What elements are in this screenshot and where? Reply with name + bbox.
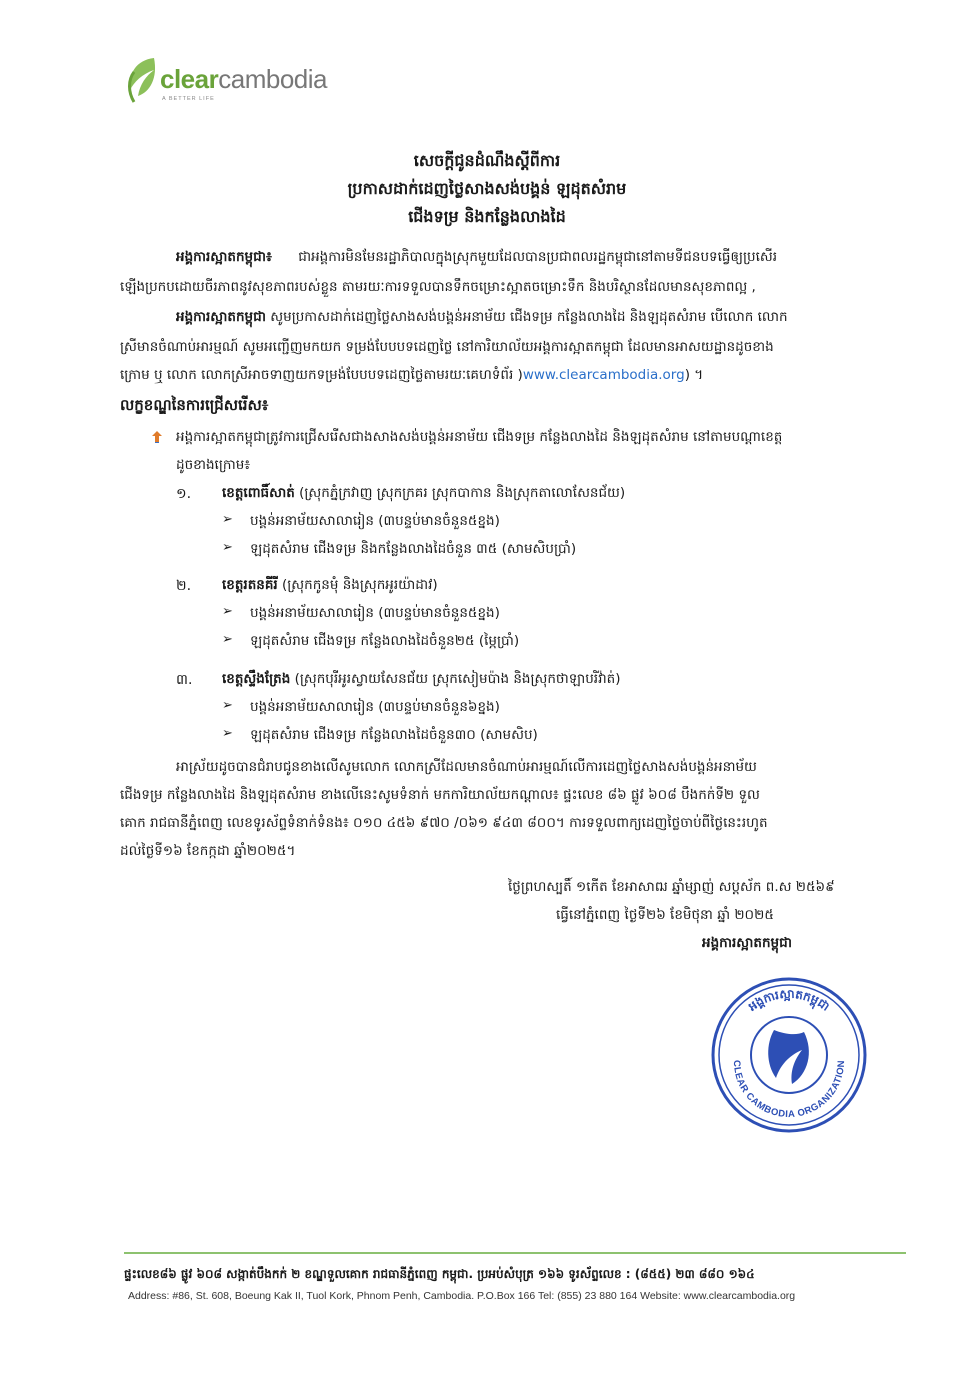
announce-text-3-end: ) ។ — [684, 367, 704, 383]
place-date: ធ្វើនៅភ្នំពេញ ថ្ងៃទី២៦ ខែមិថុនា ឆ្នាំ ២០២៥ — [556, 907, 774, 923]
footer-address-khmer: ផ្ទះលេខ៨៦ ផ្លូវ ៦០៨ សង្កាត់បឹងកក់ ២ ខណ្ឌទួលគោក រាជធានីភ្នំពេញ កម្ពុជា. ប្រអប់សំបុត្រ ១៦៦ ទូរស័ព្ទលេខ : (៨៥៥) ២៣ ៨៨០ ១៦៤ — [124, 1267, 755, 1281]
logo-wordmark: clearcambodia — [160, 64, 327, 94]
criteria-bullet-line-2: ដូចខាងក្រោម៖ — [176, 457, 251, 473]
announce-line-2: ស្រីមានចំណាប់អារម្មណ៍ សូមអញ្ជើញមកយក ទម្រង់បែបបទដេញថ្លៃ នៅការិយាល័យអង្គការស្អាតកម្ពុជា ដែលមានអាសយដ្ឋានដូចខាង — [120, 339, 774, 355]
province-item: ឡដុតសំរាម ជើងទម្រ កន្លែងលាងដៃចំនួន២៥ (ម្ភៃប្រាំ) — [250, 633, 520, 649]
arrow-right-icon: ➢ — [222, 512, 233, 527]
svg-text:CLEAR CAMBODIA ORGANIZATION: CLEAR CAMBODIA ORGANIZATION — [730, 1059, 848, 1121]
province-number: ៣. — [176, 672, 193, 688]
province-item: ឡដុតសំរាម ជើងទម្រ កន្លែងលាងដៃចំនួន៣០ (សាមសិប) — [250, 727, 538, 743]
province-title — [222, 576, 438, 596]
intro-text-1: ជាអង្គការមិនមែនរដ្ឋាភិបាលក្នុងស្រុកមួយដែលបានប្រជាពលរដ្ឋកម្ពុជានៅតាមទីជនបទធ្វើឲ្យប្រសើរ — [298, 249, 778, 265]
closing-line-1: អាស្រ័យដូចបានជំរាបជូនខាងលើសូមលោក លោកស្រីដែលមានចំណាប់អារម្មណ៍លើការដេញថ្លៃសាងសង់បង្គន់អនាម័យ — [176, 759, 757, 775]
closing-line-2: ជើងទម្រ កន្លែងលាងដៃ និងឡដុតសំរាម ខាងលើនេះសូមទំនាក់ មកការិយាល័យកណ្តាល៖ ផ្ទះលេខ ៨៦ ផ្លូវ ៦០៨ បឹងកក់ទី២ ទួល — [120, 787, 760, 803]
leaf-logo-icon — [124, 52, 164, 108]
signature-org: អង្គការស្អាតកម្ពុជា — [702, 935, 792, 951]
province-title — [222, 670, 621, 690]
arrow-right-icon: ➢ — [222, 540, 233, 555]
province-districts: (ស្រុកភ្នំក្រវាញ ស្រុកក្រគរ ស្រុកបាកាន និងស្រុកតាលោសែនជ័យ) — [299, 485, 626, 501]
footer-divider — [124, 1252, 906, 1254]
intro-line-1 — [176, 248, 777, 268]
svg-text:អង្គការស្អាតកម្ពុជា: អង្គការស្អាតកម្ពុជា — [745, 986, 833, 1014]
province-name: ខេត្តរតនគីរី — [222, 577, 278, 593]
closing-line-4: ដល់ថ្ងៃទី១៦ ខែកក្កដា ឆ្នាំ២០២៥។ — [120, 843, 296, 859]
organization-stamp — [708, 974, 870, 1136]
province-number: ១. — [176, 486, 192, 502]
title-line-2: ប្រកាសដាក់ដេញថ្លៃសាងសង់បង្គន់ ឡដុតសំរាម — [347, 179, 627, 198]
bullet-arrow-icon — [150, 430, 164, 444]
title-line-1: សេចក្តីជូនដំណឹងស្តីពីការ — [413, 151, 561, 170]
clear-cambodia-logo — [124, 52, 354, 112]
title-line-3: ជើងទម្រ និងកន្លែងលាងដៃ — [408, 207, 566, 226]
province-item: ឡដុតសំរាម ជើងទម្រ និងកន្លែងលាងដៃចំនួន ៣៥ (សាមសិបប្រាំ) — [250, 541, 577, 557]
intro-line-2: ឡើងប្រកបដោយចីរភាពនូវសុខភាពរបស់ខ្លួន តាមរយៈការទទួលបានទឹកចម្រោះស្អាតចម្រោះទឹក និងបរិស្ថានដែលមានសុខភាពល្អ , — [120, 279, 756, 295]
province-number: ២. — [176, 578, 192, 594]
website-link[interactable]: www.clearcambodia.org — [522, 367, 685, 383]
announce-line-1 — [176, 308, 788, 328]
arrow-right-icon: ➢ — [222, 698, 233, 713]
announce-text-1: សូមប្រកាសដាក់ដេញថ្លៃសាងសង់បង្គន់អនាម័យ ជើងទម្រ កន្លែងលាងដៃ និងឡដុតសំរាម បើលោក លោក — [270, 309, 788, 325]
announce-text-3: ក្រោម ឬ លោក លោកស្រីអាចទាញយកទម្រង់បែបបទដេញថ្លៃតាមរយៈគេហទំព័រ ) — [120, 367, 523, 383]
intro-label: អង្គការស្អាតកម្ពុជា៖ — [176, 249, 272, 265]
logo-tagline: A BETTER LIFE — [162, 96, 215, 102]
criteria-bullet-line-1: អង្គការស្អាតកម្ពុជាត្រូវការជ្រើសរើសជាងសាងសង់បង្គន់អនាម័យ ជើងទម្រ កន្លែងលាងដៃ និងឡដុតសំរាម នៅតាមបណ្តាខេត្ត — [176, 429, 783, 445]
province-item: បង្គន់អនាម័យសាលារៀន (៣បន្ទប់មានចំនួន៦ខ្នង) — [250, 699, 500, 715]
arrow-right-icon: ➢ — [222, 632, 233, 647]
province-name: ខេត្តស្ទឹងត្រែង — [222, 671, 291, 687]
announce-label: អង្គការស្អាតកម្ពុជា — [176, 309, 266, 325]
closing-line-3: គោក រាជធានីភ្នំពេញ លេខទូរស័ព្ទទំនាក់ទំនង៖ ០១០ ៤៥៦ ៩៧០ /០៦១ ៩៤៣ ៨០០។ ការទទួលពាក្យដេញថ្លៃចាប់ពីថ្ងៃនេះរហូត — [120, 815, 768, 831]
lunar-date: ថ្ងៃព្រហស្បតិ៍ ១កើត ខែអាសាឍ ឆ្នាំម្សាញ់ សប្តស័ក ព.ស ២៥៦៩ — [508, 879, 835, 895]
arrow-right-icon: ➢ — [222, 726, 233, 741]
province-item: បង្គន់អនាម័យសាលារៀន (៣បន្ទប់មានចំនួន៥ខ្នង) — [250, 513, 500, 529]
criteria-heading: លក្ខខណ្ឌនៃការជ្រើសរើស៖ — [120, 396, 269, 414]
province-name: ខេត្តពោធិ៍សាត់ — [222, 485, 295, 501]
footer-address-english: Address: #86, St. 608, Boeung Kak II, Tuol Kork, Phnom Penh, Cambodia. P.O.Box 166 Tel: (855) 23 880 164 Website: www.clearcambodia.org — [128, 1290, 796, 1302]
arrow-right-icon: ➢ — [222, 604, 233, 619]
province-item: បង្គន់អនាម័យសាលារៀន (៣បន្ទប់មានចំនួន៥ខ្នង) — [250, 605, 500, 621]
province-districts: (ស្រុកបុរីអូរស្វាយសែនជ័យ ស្រុកសៀមប៉ាង និងស្រុកថាឡាបរិវ៉ាត់) — [294, 671, 621, 687]
province-districts: (ស្រុកកូនមុំ និងស្រុកអូរយ៉ាដាវ) — [282, 577, 438, 593]
province-title — [222, 484, 625, 504]
announce-line-3 — [120, 366, 703, 386]
